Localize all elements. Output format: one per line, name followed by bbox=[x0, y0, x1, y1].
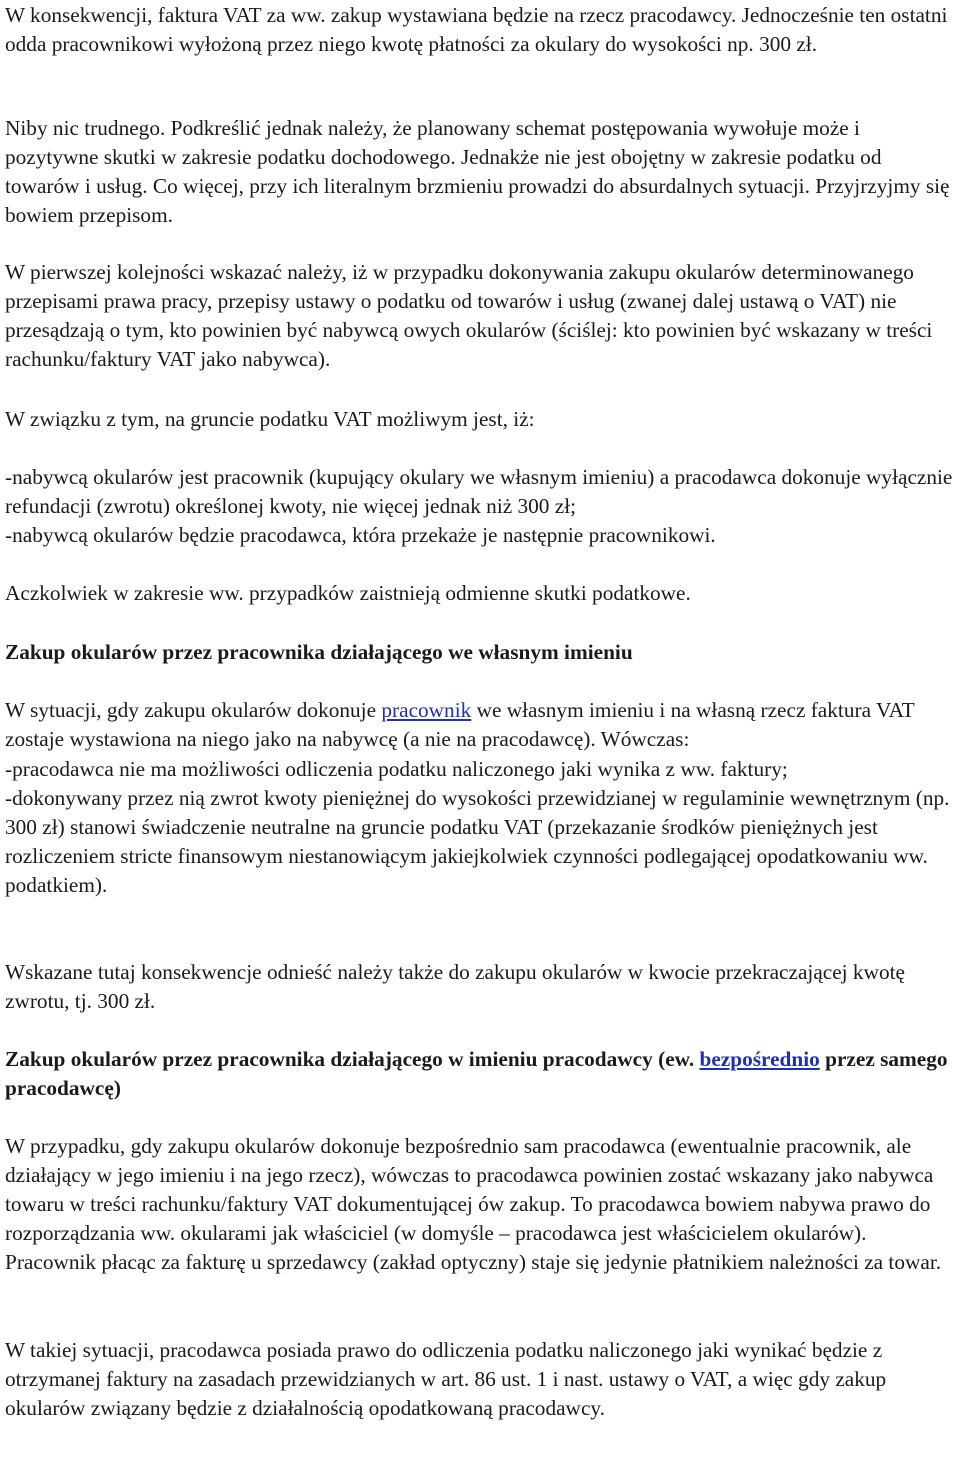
consequence-no-deduction: -pracodawca nie ma możliwości odliczenia podatku naliczonego jaki wynika z ww. faktury; bbox=[5, 757, 788, 781]
paragraph-employer-purchase: W przypadku, gdy zakupu okularów dokonuje bezpośrednio sam pracodawca (ewentualnie pracownik, ale działający w jego imieniu i na jego rzecz), wówczas to pracodawca powinien zostać wskazany jako nabywca towaru w treści rachunku/faktury VAT dokumentującej ów zakup. To pracodawca bowiem nabywa prawo do rozporządzania ww. okularami jak właściciel (w domyśle – pracodawca jest właścicielem okularów). Pracownik płacąc za fakturę u sprzedawcy (zakład optyczny) staje się jedynie płatnikiem należności za towar. bbox=[5, 1134, 942, 1274]
text-segment: W sytuacji, gdy zakupu okularów dokonuje bbox=[5, 698, 382, 722]
paragraph-not-so-simple: Niby nic trudnego. Podkreślić jednak należy, że planowany schemat postępowania wywołuje może i pozytywne skutki w zakresie podatku dochodowego. Jednakże nie jest obojętny w zakresie podatku od towarów i usług. Co więcej, przy ich literalnym brzmieniu prowadzi do absurdalnych sytuacji. Przyjrzyjmy się bowiem przepisom. bbox=[5, 116, 950, 227]
paragraph-invoice-issued-to-employer: W konsekwencji, faktura VAT za ww. zakup wystawiana będzie na rzecz pracodawcy. Jednocześnie ten ostatni odda pracownikowi wyłożoną przez niego kwotę płatności za okulary do wysokości np. 300 zł. bbox=[5, 3, 948, 56]
paragraph-first-of-all: W pierwszej kolejności wskazać należy, iż w przypadku dokonywania zakupu okularów determinowanego przepisami prawa pracy, przepisy ustawy o podatku od towarów i usług (zwanej dalej ustawą o VAT) nie przesądzają o tym, kto powinien być nabywcą owych okularów (ściślej: kto powinien być wskazany w treści rachunku/faktury VAT jako nabywca). bbox=[5, 260, 933, 371]
options-list bbox=[5, 463, 957, 550]
link-bezposrednio[interactable]: bezpośrednio bbox=[699, 1047, 820, 1071]
option-employee-buyer: -nabywcą okularów jest pracownik (kupujący okulary we własnym imieniu) a pracodawca dokonuje wyłącznie refundacji (zwrotu) określonej kwoty, nie więcej jednak niż 300 zł; bbox=[5, 465, 953, 518]
text-segment: we własnym imieniu i na własną rzecz faktura VAT zostaje wystawiona na niego jako na nabywcę (a nie na pracodawcę). Wówczas: bbox=[5, 698, 915, 751]
paragraph-employee-own-name bbox=[5, 696, 957, 754]
heading-segment: przez samego pracodawcę) bbox=[5, 1047, 948, 1100]
option-employer-buyer: -nabywcą okularów będzie pracodawca, która przekaże je następnie pracownikowi. bbox=[5, 523, 716, 547]
paragraph-possible-options-intro: W związku z tym, na gruncie podatku VAT możliwym jest, iż: bbox=[5, 407, 535, 431]
section-heading-employer-name bbox=[5, 1045, 957, 1103]
section-heading-own-name: Zakup okularów przez pracownika działającego we własnym imieniu bbox=[5, 640, 633, 664]
consequence-neutral-refund: -dokonywany przez nią zwrot kwoty pieniężnej do wysokości przewidzianej w regulaminie wewnętrznym (np. 300 zł) stanowi świadczenie neutralne na gruncie podatku VAT (przekazanie środków pieniężnych jest rozliczeniem stricte finansowym niestanowiącym jakiejkolwiek czynności podlegającej opodatkowaniu ww. podatkiem). bbox=[5, 786, 950, 897]
heading-segment: Zakup okularów przez pracownika działającego w imieniu pracodawcy (ew. bbox=[5, 1047, 700, 1071]
paragraph-different-tax-effects: Aczkolwiek w zakresie ww. przypadków zaistnieją odmienne skutki podatkowe. bbox=[5, 581, 691, 605]
paragraph-exceeding-amount: Wskazane tutaj konsekwencje odnieść należy także do zakupu okularów w kwocie przekraczającej kwotę zwrotu, tj. 300 zł. bbox=[5, 960, 905, 1013]
consequences-list bbox=[5, 755, 957, 900]
link-pracownik[interactable]: pracownik bbox=[381, 698, 472, 722]
paragraph-deduction-right: W takiej sytuacji, pracodawca posiada prawo do odliczenia podatku naliczonego jaki wynikać będzie z otrzymanej faktury na zasadach przewidzianych w art. 86 ust. 1 i nast. ustawy o VAT, a więc gdy zakup okularów związany będzie z działalnością opodatkowaną pracodawcy. bbox=[5, 1338, 887, 1420]
